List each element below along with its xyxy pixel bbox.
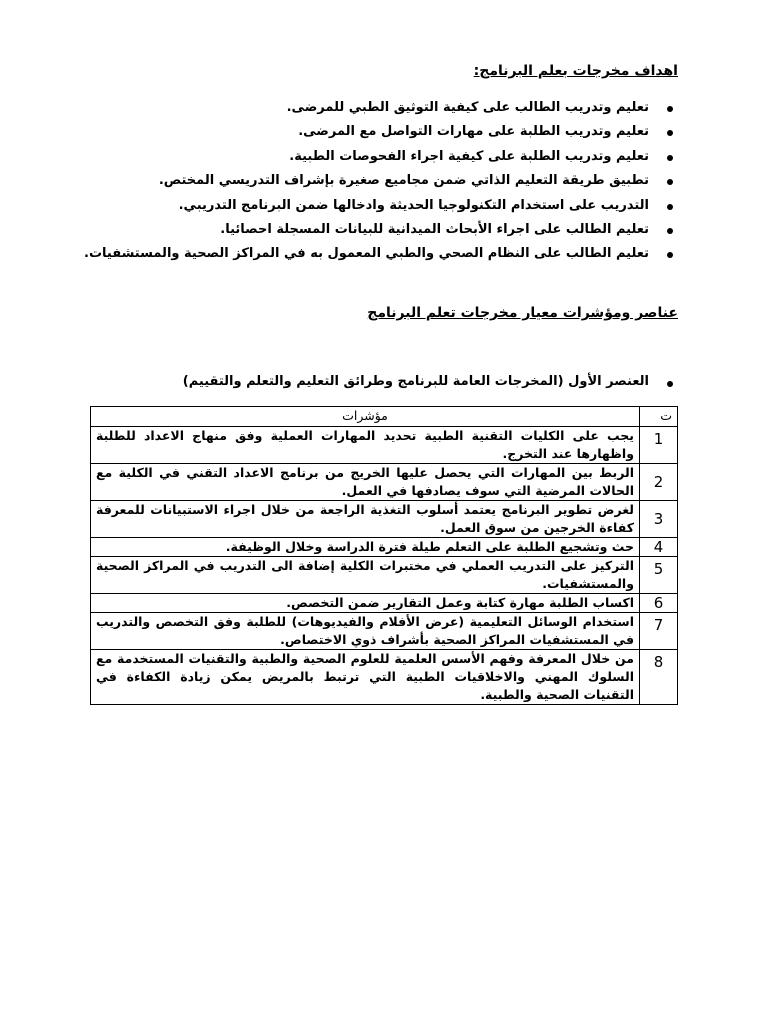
row-number: 1 — [640, 427, 678, 464]
list-item — [84, 170, 673, 194]
row-indicator-text: لغرض تطوير البرنامج يعتمد أسلوب التغذية الراجعة من خلال اجراء الاستبيانات للمعرفة كفاءة الخرجين من سوق العمل. — [91, 501, 640, 538]
list-item — [84, 219, 673, 243]
row-indicator-text: من خلال المعرفة وفهم الأسس العلمية للعلوم الصحية والطبية والتقنيات المستخدمة مع السلوك المهني والاخلاقيات الطبية التي ترتبط بالمريض يمكن زيادة الكفاءة في التقنيات الصحية والطبية. — [91, 650, 640, 705]
row-indicator-text: استخدام الوسائل التعليمية (عرض الأفلام والفيديوهات) للطلبة وفق التخصص والتدريب في المستشفيات المراكز الصحية بأشراف ذوي الاختصاص. — [91, 613, 640, 650]
list-item-text: تعليم وتدريب الطالب على كيفية التوثيق الطبي للمرضى. — [286, 100, 649, 115]
list-item-text: تطبيق طريقة التعليم الذاتي ضمن مجاميع صغيرة بإشراف التدريسي المختص. — [158, 173, 649, 189]
list-item-text: تعليم الطالب على النظام الصحي والطبي المعمول به في المراكز الصحية والمستشفيات. — [84, 246, 649, 262]
row-indicator-text: حث وتشجيع الطلبة على التعلم طيلة فترة الدراسة وخلال الوظيفة. — [91, 538, 640, 557]
table-row — [91, 538, 678, 557]
row-number: 8 — [640, 650, 678, 705]
bullet-icon — [667, 106, 673, 112]
list-item-text: تعليم وتدريب الطلبة على كيفية اجراء الفحوصات الطبية. — [289, 148, 649, 164]
row-indicator-text: اكساب الطلبة مهارة كتابة وعمل التقارير ضمن التخصص. — [91, 594, 640, 613]
list-item-text: التدريب على استخدام التكنولوجيا الحديثة وادخالها ضمن البرنامج التدريبي. — [178, 197, 649, 213]
row-indicator-text: الربط بين المهارات التي يحصل عليها الخريج من برنامج الاعداد التقني في الكلية مع الحالات المرضية التي سوف يصادفها في العمل. — [91, 464, 640, 501]
bullet-icon — [667, 204, 673, 210]
list-item-text: تعليم الطالب على اجراء الأبحاث الميدانية للبيانات المسجلة احصائيا. — [220, 221, 649, 237]
row-number: 7 — [640, 613, 678, 650]
table-row — [91, 427, 678, 464]
bullet-icon — [667, 155, 673, 161]
first-element-item — [183, 374, 673, 389]
row-number: 2 — [640, 464, 678, 501]
indicators-section-heading: عناصر ومؤشرات معيار مخرجات تعلم البرنامج — [367, 305, 678, 321]
bullet-icon — [667, 228, 673, 234]
row-number: 5 — [640, 557, 678, 594]
table-header-row — [91, 407, 678, 427]
list-item — [84, 121, 673, 145]
column-header-number: ت — [640, 407, 678, 427]
row-indicator-text: التركيز على التدريب العملي في مختبرات الكلية إضافة الى التدريب في المراكز الصحية والمستشفيات. — [91, 557, 640, 594]
table-row — [91, 594, 678, 613]
bullet-icon — [667, 381, 673, 387]
list-item — [84, 243, 673, 267]
list-item-text: تعليم وتدريب الطلبة على مهارات التواصل مع المرضى. — [298, 124, 649, 140]
bullet-icon — [667, 252, 673, 258]
list-item — [84, 195, 673, 219]
indicators-table — [90, 406, 678, 705]
row-number: 4 — [640, 538, 678, 557]
row-number: 3 — [640, 501, 678, 538]
row-indicator-text: يجب على الكليات التقنية الطبية تحديد المهارات العملية وفق منهاج الاعداد للطلبة واظهارها عند التخرج. — [91, 427, 640, 464]
table-row — [91, 464, 678, 501]
first-element-text: العنصر الأول (المخرجات العامة للبرنامج وطرائق التعليم والتعلم والتقييم) — [182, 374, 649, 389]
table-row — [91, 613, 678, 650]
table-row — [91, 557, 678, 594]
bullet-icon — [667, 179, 673, 185]
row-number: 6 — [640, 594, 678, 613]
program-outcome-goals-heading: اهداف مخرجات بعلم البرنامج: — [473, 63, 678, 79]
column-header-indicators: مؤشرات — [91, 407, 640, 427]
goals-list — [84, 97, 673, 268]
table-row — [91, 501, 678, 538]
list-item — [84, 97, 673, 121]
list-item — [84, 146, 673, 170]
table-row — [91, 650, 678, 705]
bullet-icon — [667, 130, 673, 136]
